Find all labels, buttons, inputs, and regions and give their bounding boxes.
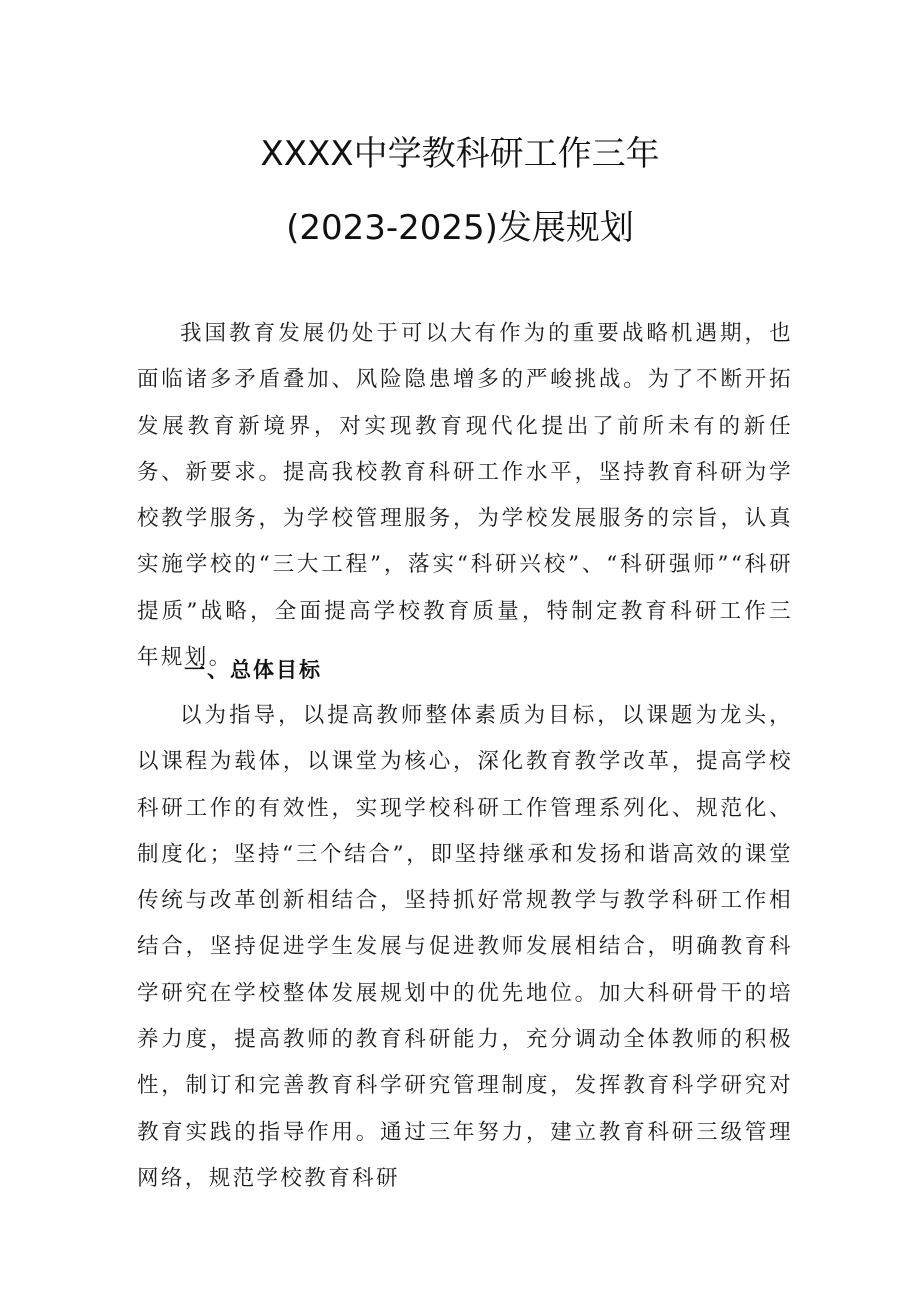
section-heading-overall-goals: 一、总体目标 (184, 658, 322, 682)
section1-paragraph-block (137, 693, 793, 1202)
intro-paragraph: 我国教育发展仍处于可以大有作为的重要战略机遇期，也面临诸多矛盾叠加、风险隐患增多的严峻挑战。为了不断开拓发展教育新境界，对实现教育现代化提出了前所未有的新任务、新要求。提高我校教育科研工作水平，坚持教育科研为学校教学服务，为学校管理服务，为学校发展服务的宗旨，认真实施学校的“三大工程”，落实“科研兴校”、“科研强师”“科研提质”战略，全面提高学校教育质量，特制定教育科研工作三年规划。 (137, 321, 793, 671)
intro-paragraph-block (137, 311, 793, 681)
section1-paragraph: 以为指导，以提高教师整体素质为目标，以课题为龙头，以课程为载体，以课堂为核心，深化教育教学改革，提高学校科研工作的有效性，实现学校科研工作管理系列化、规范化、制度化；坚持“三个结合”，即坚持继承和发扬和谐高效的课堂传统与改革创新相结合，坚持抓好常规教学与教学科研工作相结合，坚持促进学生发展与促进教师发展相结合，明确教育科学研究在学校整体发展规划中的优先地位。加大科研骨干的培养力度，提高教师的教育科研能力，充分调动全体教师的积极性，制订和完善教育科学研究管理制度，发挥教育科学研究对教育实践的指导作用。通过三年努力，建立教育科研三级管理网络，规范学校教育科研 (137, 703, 793, 1191)
document-title-line-1: XXXX中学教科研工作三年 (260, 134, 660, 174)
document-title-line-2: (2023-2025)发展规划 (286, 208, 634, 248)
